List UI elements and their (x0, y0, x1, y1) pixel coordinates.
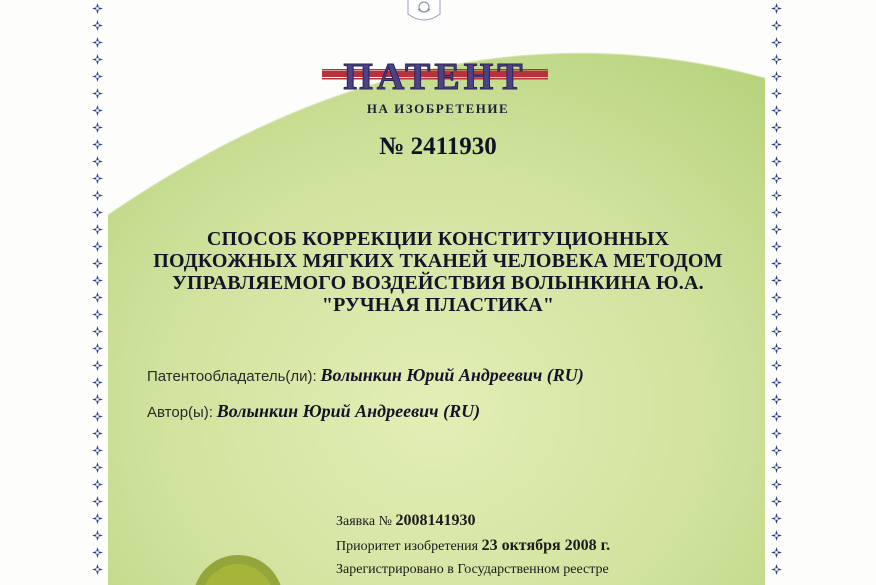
invention-title-line: ПОДКОЖНЫХ МЯГКИХ ТКАНЕЙ ЧЕЛОВЕКА МЕТОДОМ (153, 250, 723, 272)
border-ornament-icon (771, 564, 782, 575)
border-ornament-icon (771, 20, 782, 31)
border-ornament-icon (771, 190, 782, 201)
border-ornament-icon (771, 326, 782, 337)
border-ornament-icon (92, 564, 103, 575)
border-ornament-icon (92, 173, 103, 184)
registration-row (336, 562, 609, 578)
document-subheading: НА ИЗОБРЕТЕНИЕ (366, 101, 510, 116)
border-ornament-icon (92, 275, 103, 286)
border-ornament-icon (92, 496, 103, 507)
border-ornament-icon (92, 258, 103, 269)
border-ornament-icon (92, 309, 103, 320)
border-ornament-icon (771, 394, 782, 405)
author-row (147, 401, 480, 422)
border-ornament-icon (92, 224, 103, 235)
author-label: Автор(ы): (147, 404, 213, 421)
border-ornament-icon (92, 428, 103, 439)
patent-heading-text: ПАТЕНТ (343, 56, 527, 98)
border-ornament-icon (771, 309, 782, 320)
border-ornament-icon (771, 88, 782, 99)
border-ornament-icon (771, 292, 782, 303)
priority-row (336, 537, 610, 555)
border-ornament-icon (771, 513, 782, 524)
invention-title (150, 228, 726, 316)
border-ornament-icon (771, 530, 782, 541)
border-ornament-icon (771, 224, 782, 235)
border-ornament-icon (92, 377, 103, 388)
invention-title-line: "РУЧНАЯ ПЛАСТИКА" (321, 294, 555, 316)
application-row (336, 512, 475, 530)
border-ornament-icon (771, 54, 782, 65)
border-ornament-icon (92, 207, 103, 218)
ornamental-border-left (90, 0, 104, 585)
border-ornament-icon (771, 479, 782, 490)
priority-label: Приоритет изобретения (336, 539, 479, 554)
border-ornament-icon (771, 462, 782, 473)
border-ornament-icon (771, 71, 782, 82)
border-ornament-icon (771, 445, 782, 456)
border-ornament-icon (92, 394, 103, 405)
border-ornament-icon (92, 530, 103, 541)
border-ornament-icon (771, 275, 782, 286)
border-ornament-icon (92, 37, 103, 48)
border-ornament-icon (771, 37, 782, 48)
application-label: Заявка № (336, 514, 392, 529)
border-ornament-icon (92, 360, 103, 371)
border-ornament-icon (771, 496, 782, 507)
ornamental-border-right (769, 0, 783, 585)
border-ornament-icon (771, 173, 782, 184)
border-ornament-icon (771, 411, 782, 422)
border-ornament-icon (771, 241, 782, 252)
border-ornament-icon (771, 207, 782, 218)
border-ornament-icon (92, 326, 103, 337)
border-ornament-icon (92, 241, 103, 252)
application-number: 2008141930 (395, 512, 476, 529)
border-ornament-icon (92, 3, 103, 14)
invention-title-line: СПОСОБ КОРРЕКЦИИ КОНСТИТУЦИОННЫХ (206, 228, 670, 250)
patent-holder-row (147, 365, 584, 386)
border-ornament-icon (92, 462, 103, 473)
patent-number: № 2411930 (379, 133, 497, 160)
border-ornament-icon (771, 377, 782, 388)
border-ornament-icon (92, 411, 103, 422)
invention-title-line: УПРАВЛЯЕМОГО ВОЗДЕЙСТВИЯ ВОЛЫНКИНА Ю.А. (172, 272, 704, 294)
border-ornament-icon (92, 479, 103, 490)
border-ornament-icon (92, 292, 103, 303)
border-ornament-icon (92, 513, 103, 524)
border-ornament-icon (92, 20, 103, 31)
author-value: Волынкин Юрий Андреевич (RU) (216, 401, 481, 421)
patent-holder-value: Волынкин Юрий Андреевич (RU) (320, 365, 584, 385)
border-ornament-icon (771, 428, 782, 439)
border-ornament-icon (92, 547, 103, 558)
registration-text: Зарегистрировано в Государственном реестре (336, 562, 609, 577)
border-ornament-icon (92, 54, 103, 65)
border-ornament-icon (771, 547, 782, 558)
border-ornament-icon (771, 122, 782, 133)
border-ornament-icon (771, 3, 782, 14)
border-ornament-icon (771, 258, 782, 269)
border-ornament-icon (92, 343, 103, 354)
patent-heading (320, 50, 550, 98)
border-ornament-icon (92, 190, 103, 201)
border-ornament-icon (92, 122, 103, 133)
border-ornament-icon (92, 71, 103, 82)
patent-holder-label: Патентообладатель(ли): (147, 368, 317, 385)
border-ornament-icon (771, 343, 782, 354)
border-ornament-icon (771, 360, 782, 371)
border-ornament-icon (92, 445, 103, 456)
border-ornament-icon (92, 88, 103, 99)
priority-date: 23 октября 2008 г. (481, 537, 611, 554)
coat-of-arms-emblem (404, 0, 444, 24)
